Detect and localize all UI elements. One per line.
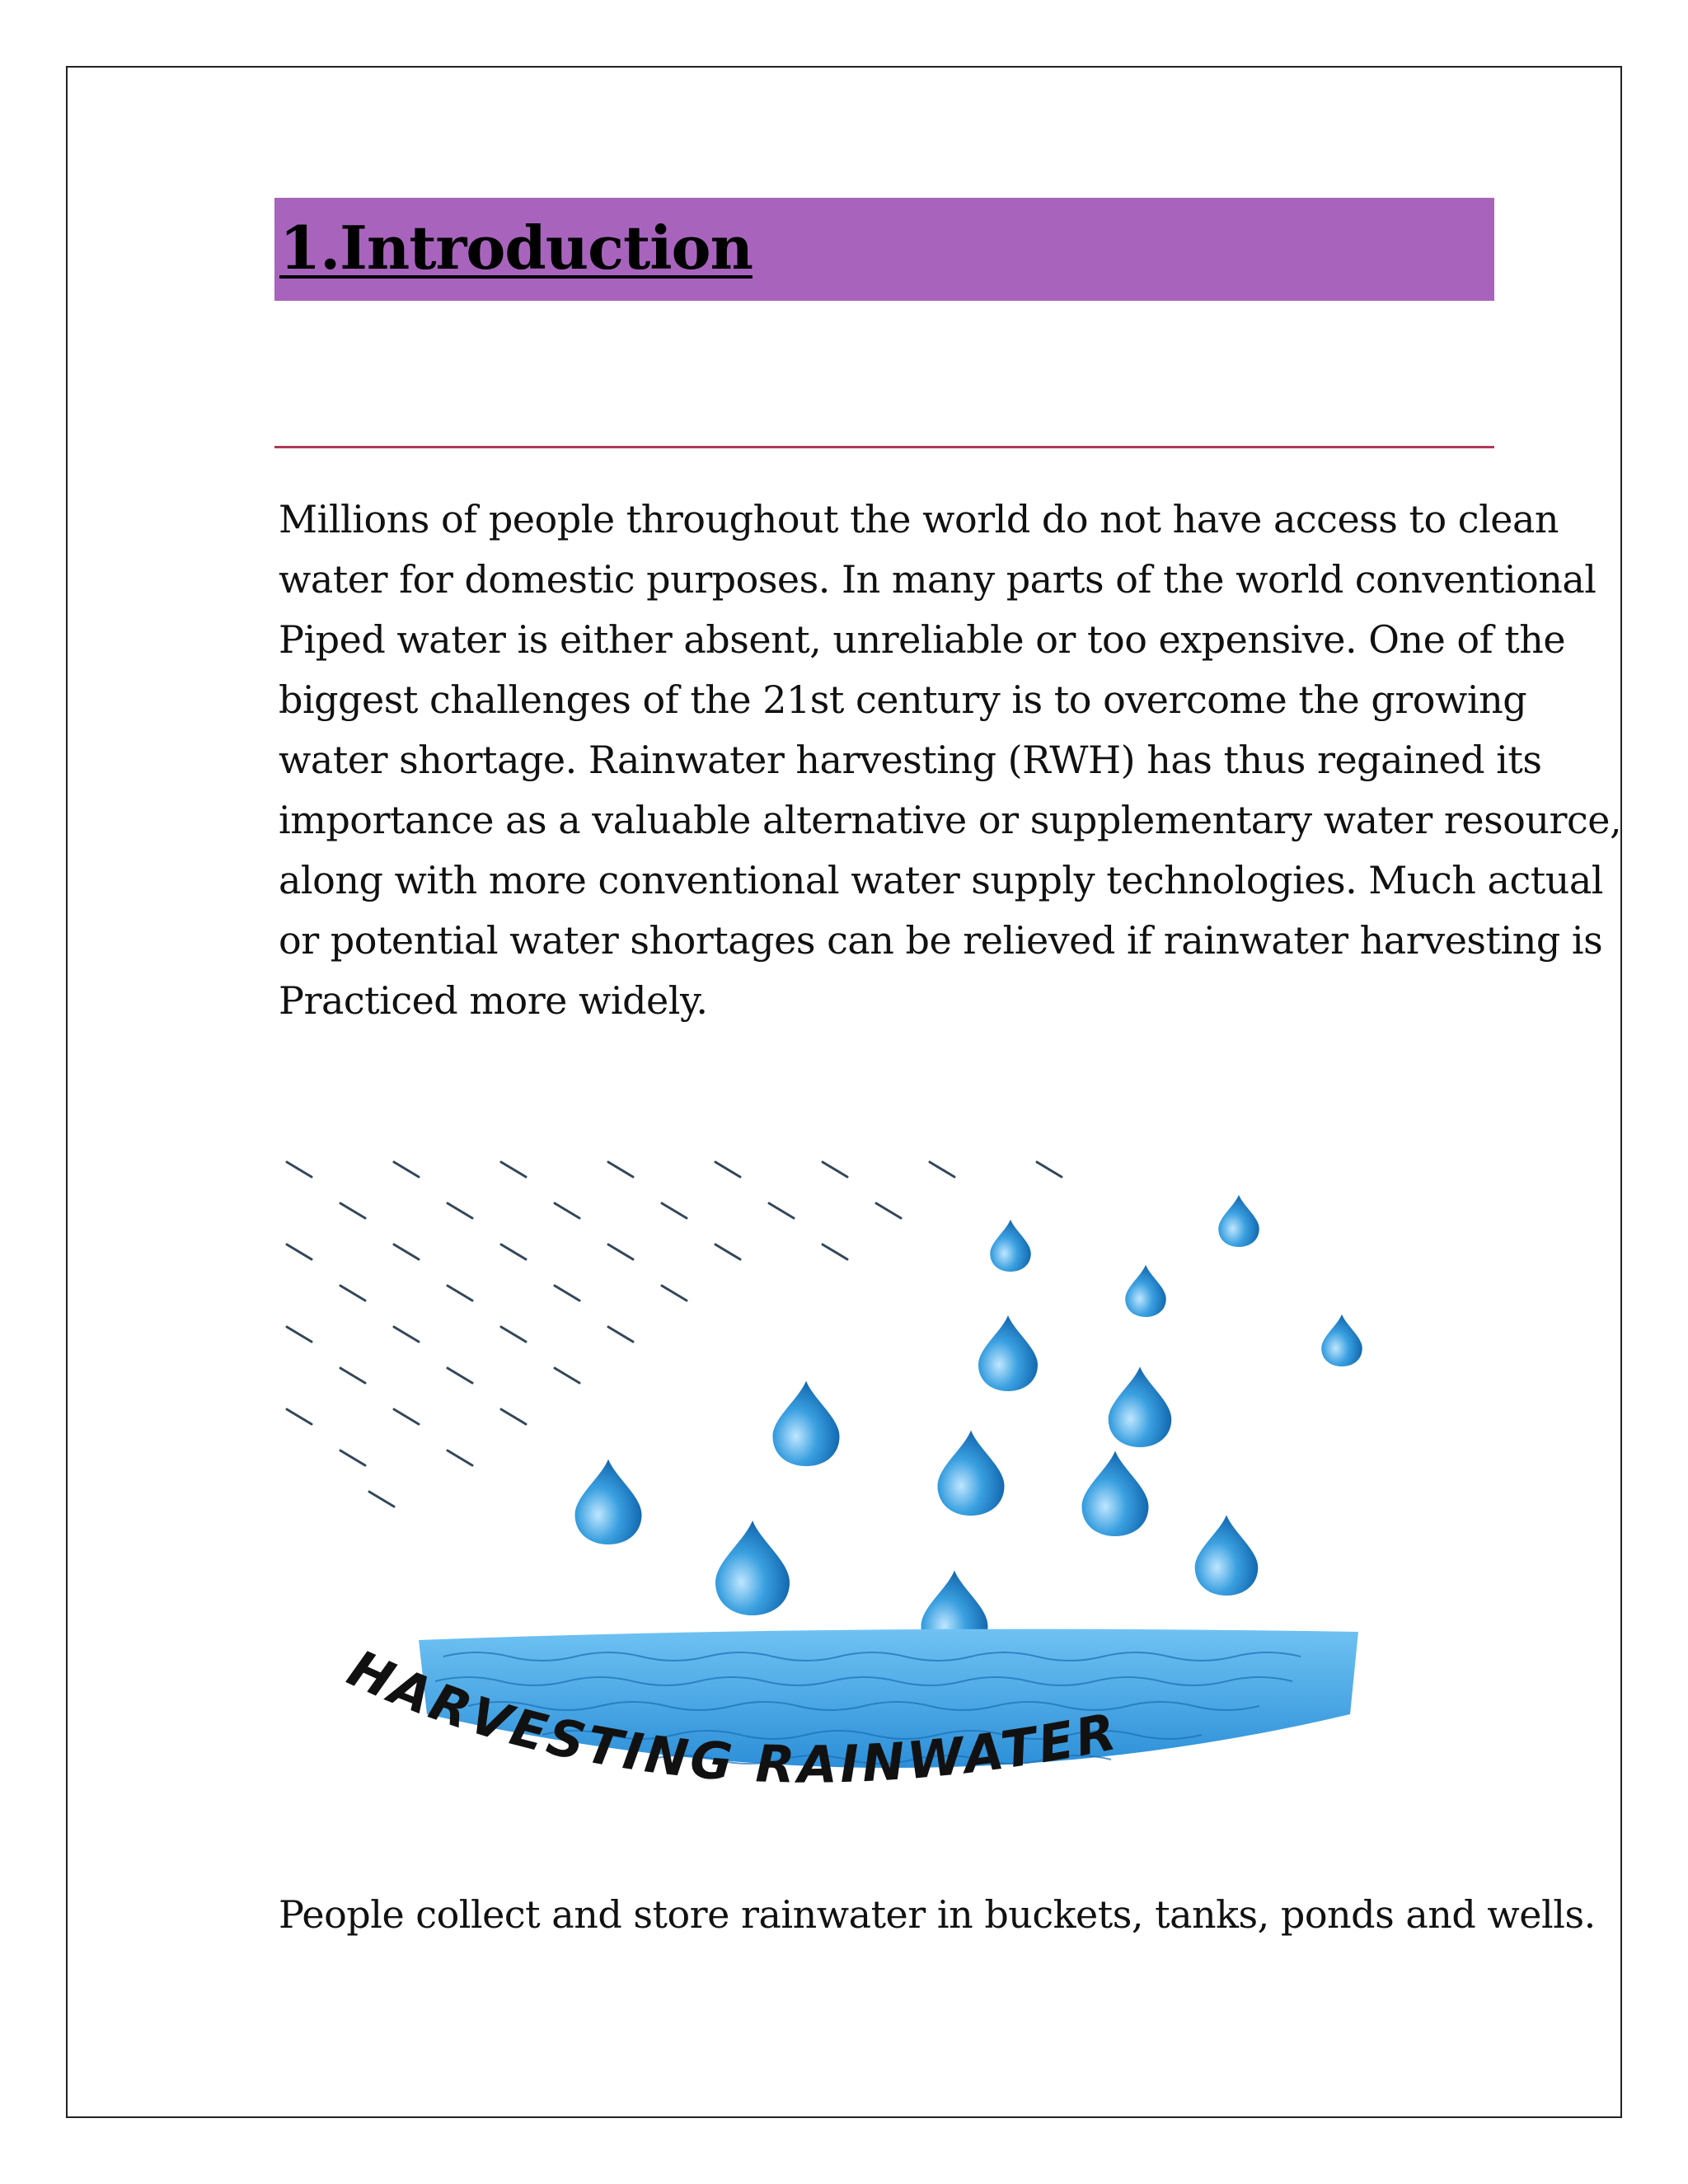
rain-streaks [287, 1162, 1062, 1507]
intro-paragraph [279, 490, 1622, 1031]
water-drops [575, 1195, 1362, 1656]
paragraph-line: along with more conventional water supply technologies. Much actual [279, 858, 1603, 902]
paragraph-line: Practiced more widely. [279, 978, 708, 1023]
logo-text: HARVESTING RAINWATER [339, 1638, 1124, 1795]
divider-line [274, 446, 1494, 448]
paragraph-line: biggest challenges of the 21st century is to overcome the growing [279, 677, 1527, 722]
paragraph-line: Piped water is either absent, unreliable or too expensive. One of the [279, 617, 1566, 662]
heading-bar [274, 198, 1494, 301]
paragraph-line: water for domestic purposes. In many parts of the world conventional [279, 557, 1597, 602]
paragraph-line: Millions of people throughout the world do not have access to clean [279, 497, 1559, 541]
caption: People collect and store rainwater in buckets, tanks, ponds and wells. [279, 1892, 1596, 1937]
paragraph-line: water shortage. Rainwater harvesting (RWH) has thus regained its [279, 738, 1542, 782]
rainwater-harvesting-illustration [279, 1146, 1416, 1863]
page-title: 1.Introduction [279, 213, 753, 283]
paragraph-line: importance as a valuable alternative or supplementary water resource, [279, 798, 1622, 842]
paragraph-line: or potential water shortages can be relieved if rainwater harvesting is [279, 918, 1603, 963]
